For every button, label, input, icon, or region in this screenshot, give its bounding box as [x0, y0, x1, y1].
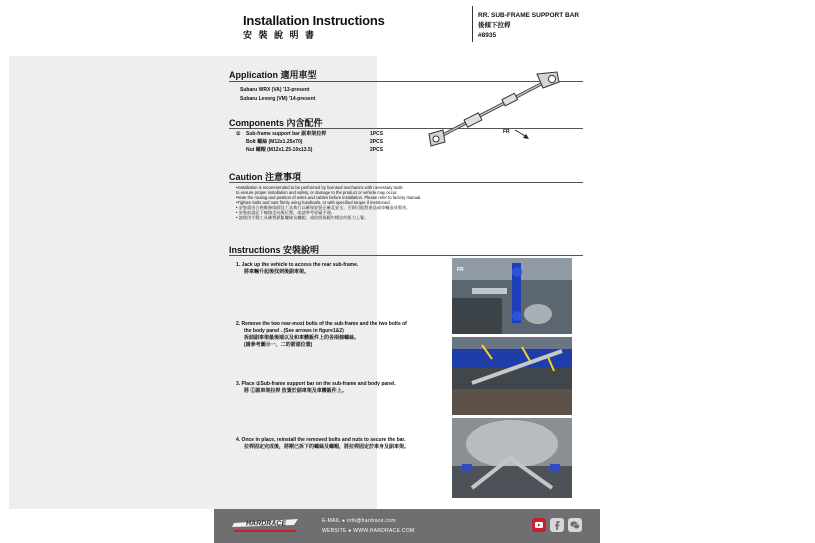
caution-line: • 安裝需由合格維修技師及工具執行以確保安裝正確及安全，否則可能對產品或車輛造成傷害。 [236, 205, 411, 210]
step-2-en-cont: the body panel . (See arrows in figure1&2) [244, 328, 344, 334]
step-4-photo [452, 418, 572, 498]
step-2-cn: 拆卸副車架最後端以及和車體鈑件上的各兩個螺絲。 [244, 335, 360, 341]
step-2-en: 2. Remove the two rear-most bolts of the sub-frame and the two bolts of [236, 321, 407, 327]
component-name: Bolt 螺絲 (M12x1.25x70) [246, 139, 303, 145]
application-line: Subaru Levorg (VM) '14-present [240, 96, 316, 102]
caution-line: •Tighten bolts and nuts firmly using handtools, or with specified torque if mentioned. [236, 200, 391, 205]
product-name: RR. SUB-FRAME SUPPORT BAR [478, 12, 580, 19]
step-1-photo [452, 258, 572, 334]
section-divider [229, 255, 583, 256]
direction-arrow-icon [514, 128, 530, 140]
footer-email[interactable]: E-MAIL ● info@hardrace.com [322, 518, 396, 524]
application-heading: Application 適用車型 [229, 70, 317, 80]
facebook-icon[interactable] [550, 518, 564, 532]
support-bar-illustration [425, 70, 585, 155]
caution-line: •Note the routing and position of wires and cables before installation. Please refer to factory manual. [236, 195, 422, 200]
wechat-icon[interactable] [568, 518, 582, 532]
product-name-cn: 後傾下拉桿 [478, 22, 511, 29]
caution-line: • 安裝前請記下線路走向與位置，或請參考原廠手冊。 [236, 210, 335, 215]
component-marker: ① [236, 131, 241, 137]
instructions-heading: Instructions 安裝說明 [229, 245, 320, 255]
component-qty: 2PCS [370, 147, 384, 153]
section-divider [229, 182, 583, 183]
components-heading: Components 內含配件 [229, 118, 323, 128]
step-2-photo [452, 337, 572, 415]
brand-wordmark: HARDRACE [245, 520, 287, 528]
caution-heading: Caution 注意事項 [229, 172, 301, 182]
footer-website[interactable]: WEBSITE ● WWW.HARDRACE.COM [322, 528, 415, 534]
step-3-cn: 將 ①副車架拉桿 放置於副車架及車體鈑件上。 [244, 388, 347, 394]
youtube-icon[interactable] [532, 518, 546, 532]
caution-line: to ensure proper installation and safety, or damage to the product or vehicle may occur. [236, 190, 398, 195]
product-info [478, 11, 579, 41]
step-4-cn: 拉桿固定完成後，將剛已拆下的螺絲及螺帽，將拉桿固定於車身及副車架。 [244, 444, 410, 450]
step-1-en: 1. Jack up the vehicle to access the rear sub-frame. [236, 262, 359, 268]
application-line: Subaru WRX (VA) '13-present [240, 87, 310, 93]
document-subtitle: 安 裝 說 明 書 [243, 30, 317, 40]
caution-line: •Installation is recommended to be performed by licensed mechanics with necessary tools [236, 185, 403, 190]
part-number: #8935 [478, 32, 497, 39]
step-2-cn-cont: (請參考圖示一、二的箭頭位置) [244, 342, 313, 348]
step-3-en: 3. Place ①Sub-frame support bar on the sub-frame and body panel. [236, 381, 396, 387]
component-name: Sub-frame support bar 副車架拉桿 [246, 131, 327, 137]
fr-label: FR [503, 129, 510, 135]
header-divider [472, 6, 473, 42]
hardrace-logo [230, 514, 302, 536]
photo-fr-label: FR [457, 267, 464, 273]
component-qty: 1PCS [370, 131, 384, 137]
step-4-en: 4. Once in place, reinstall the removed bolts and nuts to secure the bar. [236, 437, 406, 443]
document-title: Installation Instructions [243, 13, 385, 28]
component-qty: 2PCS [370, 139, 384, 145]
component-name: Nut 螺帽 (M12x1.25-10x13.5) [246, 147, 313, 153]
step-1-cn: 將車輛升起後找到後副車架。 [244, 269, 310, 275]
caution-line: • 請使用手動工具確實鎖緊螺絲及螺帽，或依照規範中標註的扭力上緊。 [236, 215, 369, 220]
